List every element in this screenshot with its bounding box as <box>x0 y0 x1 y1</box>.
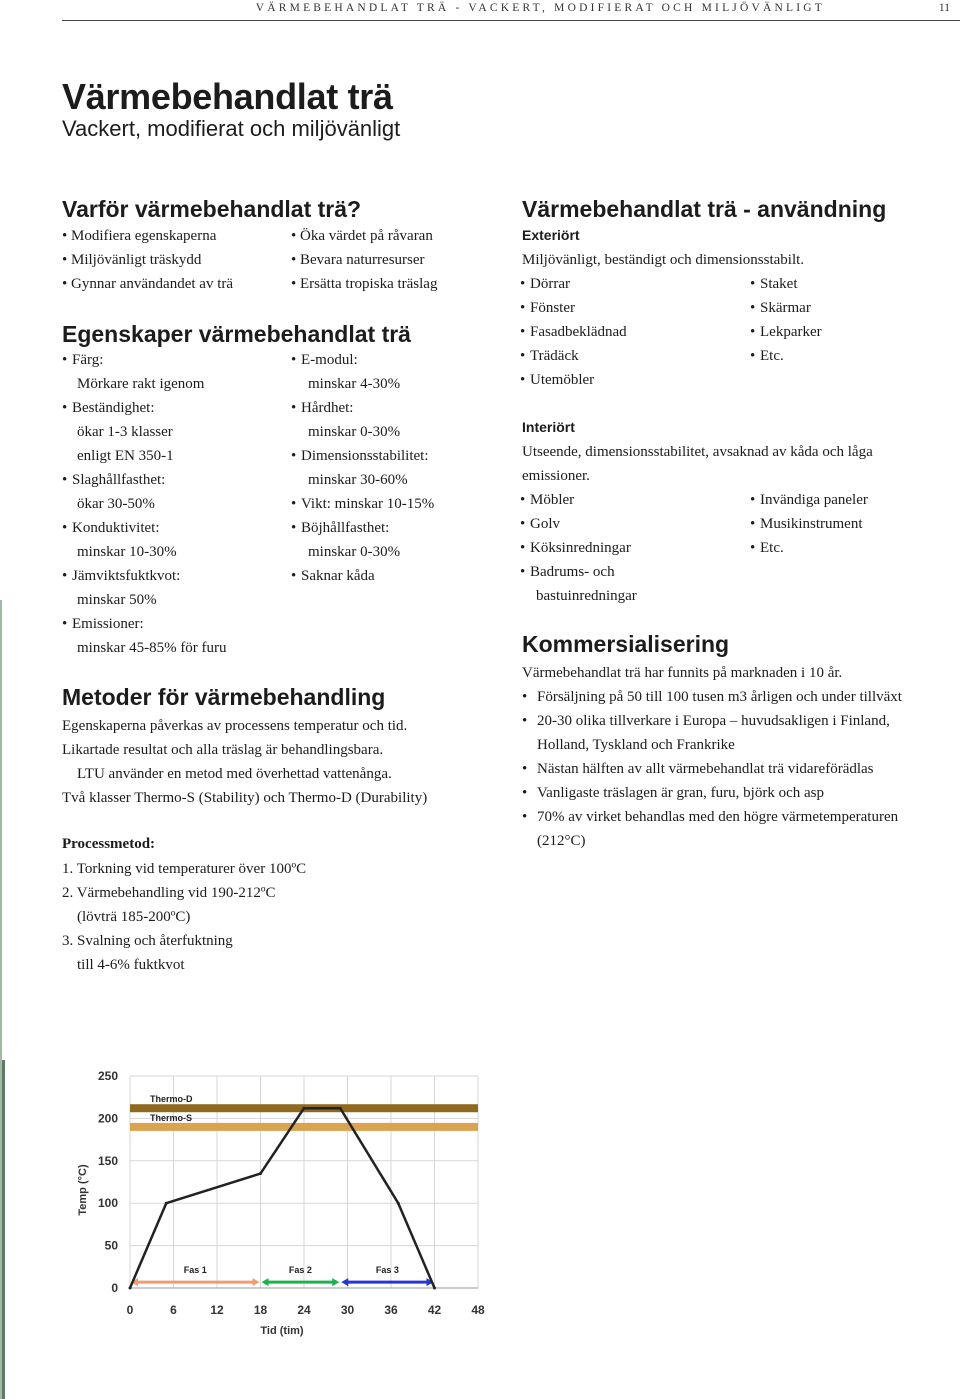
property-label: • Hårdhet: <box>291 396 434 420</box>
why-col2 <box>291 224 437 296</box>
temperature-chart <box>60 1060 500 1340</box>
chart-y-tick-label: 100 <box>97 1196 118 1211</box>
property-value: enligt EN 350-1 <box>77 448 174 464</box>
why-item: • Bevara naturresurser <box>291 252 425 268</box>
chart-phase-arrowhead <box>253 1278 260 1286</box>
methods-line: Egenskaperna påverkas av processens temperatur och tid. <box>62 718 408 734</box>
property-label: • Emissioner: <box>62 612 227 636</box>
exterior-item: • Dörrar <box>520 272 627 296</box>
property-label: • Färg: <box>62 348 227 372</box>
why-item: • Modifiera egenskaperna <box>62 228 217 244</box>
property-value: minskar 0-30% <box>308 424 401 440</box>
interior-intro <box>522 440 873 488</box>
process-step: 2. Värmebehandling vid 190-212ºC <box>62 885 276 901</box>
exterior-item: • Skärmar <box>750 296 822 320</box>
exterior-intro: Miljövänligt, beständigt och dimensionsstabilt. <box>522 252 805 268</box>
why-item: • Miljövänligt träskydd <box>62 252 202 268</box>
process-step: till 4-6% fuktkvot <box>77 957 185 973</box>
why-item: • Ersätta tropiska träslag <box>291 276 438 292</box>
interior-col2 <box>750 488 868 560</box>
page-subtitle: Vackert, modifierat och miljövänligt <box>62 116 401 141</box>
properties-col1 <box>62 348 227 660</box>
property-value: ökar 30-50% <box>77 496 155 512</box>
chart-point <box>433 1287 436 1290</box>
chart-y-label: Temp (°C) <box>77 1164 89 1216</box>
interior-item: • Musikinstrument <box>750 512 868 536</box>
chart-y-tick-label: 250 <box>97 1069 118 1083</box>
chart-x-tick-label: 0 <box>126 1303 134 1317</box>
chart-y-tick-label: 150 <box>97 1153 118 1168</box>
property-value: minskar 0-30% <box>308 544 401 560</box>
exterior-heading: Exteriört <box>522 227 580 243</box>
exterior-item: • Lekparker <box>750 320 822 344</box>
interior-intro-line: emissioner. <box>522 468 590 484</box>
chart-series <box>129 1107 437 1290</box>
chart-point <box>303 1107 306 1110</box>
property-value: minskar 45-85% för furu <box>77 640 227 656</box>
chart-x-label: Tid (tim) <box>260 1325 304 1337</box>
chart-x-tick-label: 6 <box>170 1303 177 1317</box>
chart-reference-label: Thermo-D <box>150 1094 193 1105</box>
interior-item: • Invändiga paneler <box>750 488 868 512</box>
commercial-bullet: • Nästan hälften av allt värmebehandlat trä vidareförädlas <box>522 757 952 781</box>
exterior-col1 <box>520 272 627 392</box>
chart-phase-arrowhead <box>332 1278 339 1286</box>
chart-x-tick-label: 30 <box>340 1303 355 1317</box>
commercial-bullet: • Vanligaste träslagen är gran, furu, björk och asp <box>522 781 952 805</box>
property-label: • Dimensionsstabilitet: <box>291 444 434 468</box>
property-value: minskar 50% <box>77 592 157 608</box>
interior-item: • Köksinredningar <box>520 536 637 560</box>
header-rule <box>62 20 960 21</box>
chart-x-tick-label: 42 <box>427 1303 442 1317</box>
chart-phase-label: Fas 2 <box>288 1265 312 1276</box>
property-label: • E-modul: <box>291 348 434 372</box>
chart-phase-label: Fas 1 <box>183 1265 207 1276</box>
process-step: 1. Torkning vid temperaturer över 100ºC <box>62 861 307 877</box>
commercial-intro: Värmebehandlat trä har funnits på marknaden i 10 år. <box>522 665 843 681</box>
property-label: • Böjhållfasthet: <box>291 516 434 540</box>
commercial-bullet: • 70% av virket behandlas med den högre värmetemperaturen <box>522 805 952 829</box>
chart-point <box>259 1172 262 1175</box>
usage-heading: Värmebehandlat trä - användning <box>522 196 887 222</box>
property-value: Mörkare rakt igenom <box>77 376 205 392</box>
chart-phase-arrowhead <box>341 1278 348 1286</box>
property-label: • Jämviktsfuktkvot: <box>62 564 227 588</box>
why-item: • Öka värdet på råvaran <box>291 228 433 244</box>
exterior-item: • Trädäck <box>520 344 627 368</box>
running-header-text: VÄRMEBEHANDLAT TRÄ - VACKERT, MODIFIERAT OCH MILJÖVÄNLIGT <box>255 2 825 14</box>
interior-item-continued: bastuinredningar <box>536 588 637 604</box>
commercial-heading: Kommersialisering <box>522 631 730 657</box>
methods-line: LTU använder en metod med överhettad vattenånga. <box>77 766 392 782</box>
process-step: 3. Svalning och återfuktning <box>62 933 233 949</box>
chart-x-tick-label: 18 <box>253 1303 268 1317</box>
interior-item: • Badrums- och <box>520 560 637 584</box>
interior-item: • Möbler <box>520 488 637 512</box>
chart-x-tick-label: 48 <box>471 1303 485 1317</box>
property-value: ökar 1-3 klasser <box>77 424 173 440</box>
exterior-item: • Utemöbler <box>520 368 627 392</box>
chart-x-tick-label: 12 <box>210 1303 224 1317</box>
commercial-bullet: • Försäljning på 50 till 100 tusen m3 årligen och under tillväxt <box>522 685 952 709</box>
commercial-list <box>522 685 952 853</box>
why-item: • Gynnar användandet av trä <box>62 276 234 292</box>
interior-heading: Interiört <box>522 419 575 435</box>
chart-phases <box>131 1265 434 1286</box>
why-col1 <box>62 224 233 296</box>
chart-temperature-line <box>130 1108 435 1288</box>
chart-phase-label: Fas 3 <box>375 1265 399 1276</box>
methods-line: Likartade resultat och alla träslag är behandlingsbara. <box>62 742 384 758</box>
commercial-bullet-continued: Holland, Tyskland och Frankrike <box>537 737 735 753</box>
chart-phase-arrowhead <box>262 1278 269 1286</box>
methods-text <box>62 714 427 810</box>
methods-heading: Metoder för värmebehandling <box>62 684 386 710</box>
commercial-bullet-continued: (212°C) <box>537 833 586 849</box>
chart-y-tick-label: 50 <box>104 1238 118 1253</box>
properties-col2 <box>291 348 434 588</box>
property-label: • Vikt: minskar 10-15% <box>291 492 434 516</box>
property-value: minskar 30-60% <box>308 472 408 488</box>
chart-point <box>129 1287 132 1290</box>
page-title: Värmebehandlat trä <box>62 76 393 117</box>
interior-intro-line: Utseende, dimensionsstabilitet, avsaknad av kåda och låga <box>522 444 873 460</box>
property-label: • Konduktivitet: <box>62 516 227 540</box>
commercial-bullet: • 20-30 olika tillverkare i Europa – huvudsakligen i Finland, <box>522 709 952 733</box>
interior-col1 <box>520 488 637 608</box>
property-value: minskar 4-30% <box>308 376 401 392</box>
page-number: 11 <box>938 2 950 14</box>
property-label: • Slaghållfasthet: <box>62 468 227 492</box>
process-list <box>62 857 306 977</box>
interior-item: • Etc. <box>750 536 868 560</box>
chart-point <box>165 1202 168 1205</box>
chart-point <box>339 1107 342 1110</box>
left-edge-decoration-dark <box>2 1060 5 1399</box>
property-label: • Beständighet: <box>62 396 227 420</box>
chart-y-tick-label: 0 <box>111 1281 118 1295</box>
chart-y-tick-label: 200 <box>97 1111 118 1126</box>
chart-x-tick-label: 36 <box>384 1303 398 1317</box>
chart-reference-band <box>130 1123 478 1131</box>
why-heading: Varför värmebehandlat trä? <box>62 196 362 222</box>
chart-reference-label: Thermo-S <box>150 1112 193 1123</box>
properties-heading: Egenskaper värmebehandlat trä <box>62 321 411 347</box>
process-step: (lövträ 185-200ºC) <box>77 909 191 925</box>
methods-line: Två klasser Thermo-S (Stability) och Thermo-D (Durability) <box>62 790 428 806</box>
running-header <box>0 0 960 18</box>
exterior-item: • Etc. <box>750 344 822 368</box>
exterior-col2 <box>750 272 822 368</box>
process-heading: Processmetod: <box>62 836 156 852</box>
exterior-item: • Fasadbeklädnad <box>520 320 627 344</box>
interior-item: • Golv <box>520 512 637 536</box>
property-value: minskar 10-30% <box>77 544 177 560</box>
property-label: • Saknar kåda <box>291 564 434 588</box>
exterior-item: • Fönster <box>520 296 627 320</box>
exterior-item: • Staket <box>750 272 822 296</box>
chart-x-tick-label: 24 <box>297 1303 311 1317</box>
chart-point <box>397 1202 400 1205</box>
